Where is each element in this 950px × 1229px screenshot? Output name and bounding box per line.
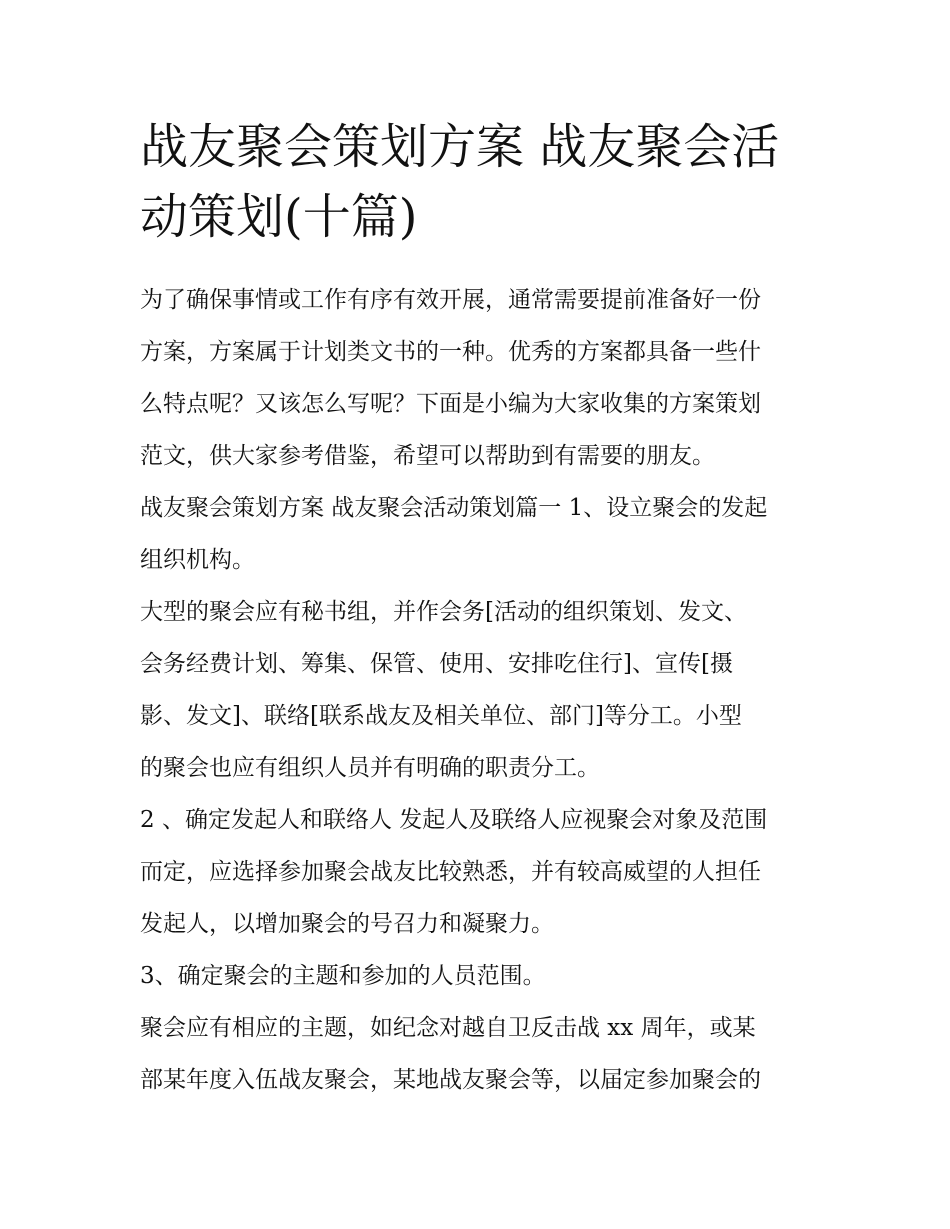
title-line: 动策划(十篇) (140, 189, 418, 245)
body-line: 为了确保事情或工作有序有效开展，通常需要提前准备好一份 (140, 287, 761, 313)
body-line: 影、发文]、联络[联系战友及相关单位、部门]等分工。小型 (140, 703, 742, 729)
body-line: 方案，方案属于计划类文书的一种。优秀的方案都具备一些什 (140, 339, 761, 365)
body-line: 会务经费计划、筹集、保管、使用、安排吃住行]、宣传[摄 (140, 651, 733, 677)
body-line: 聚会应有相应的主题，如纪念对越自卫反击战 xx 周年，或某 (140, 1015, 756, 1041)
body-line: 而定，应选择参加聚会战友比较熟悉，并有较高威望的人担任 (140, 859, 761, 885)
body-line: 的聚会也应有组织人员并有明确的职责分工。 (140, 755, 600, 781)
document-title (140, 112, 840, 252)
body-line: 大型的聚会应有秘书组，并作会务[活动的组织策划、发文、 (140, 599, 747, 625)
title-line: 战友聚会策划方案 战友聚会活 (140, 119, 780, 175)
body-line: 范文，供大家参考借鉴，希望可以帮助到有需要的朋友。 (140, 443, 715, 469)
body-line: 组织机构。 (140, 547, 255, 573)
body-line: 2 、确定发起人和联络人 发起人及联络人应视聚会对象及范围 (140, 807, 768, 833)
body-line: 3、确定聚会的主题和参加的人员范围。 (140, 963, 546, 989)
body-line: 么特点呢？又该怎么写呢？下面是小编为大家收集的方案策划 (140, 391, 761, 417)
body-line: 战友聚会策划方案 战友聚会活动策划篇一 1、设立聚会的发起 (140, 495, 768, 521)
body-line: 部某年度入伍战友聚会，某地战友聚会等，以届定参加聚会的 (140, 1067, 761, 1093)
document-body (140, 280, 840, 1112)
body-line: 发起人，以增加聚会的号召力和凝聚力。 (140, 911, 554, 937)
